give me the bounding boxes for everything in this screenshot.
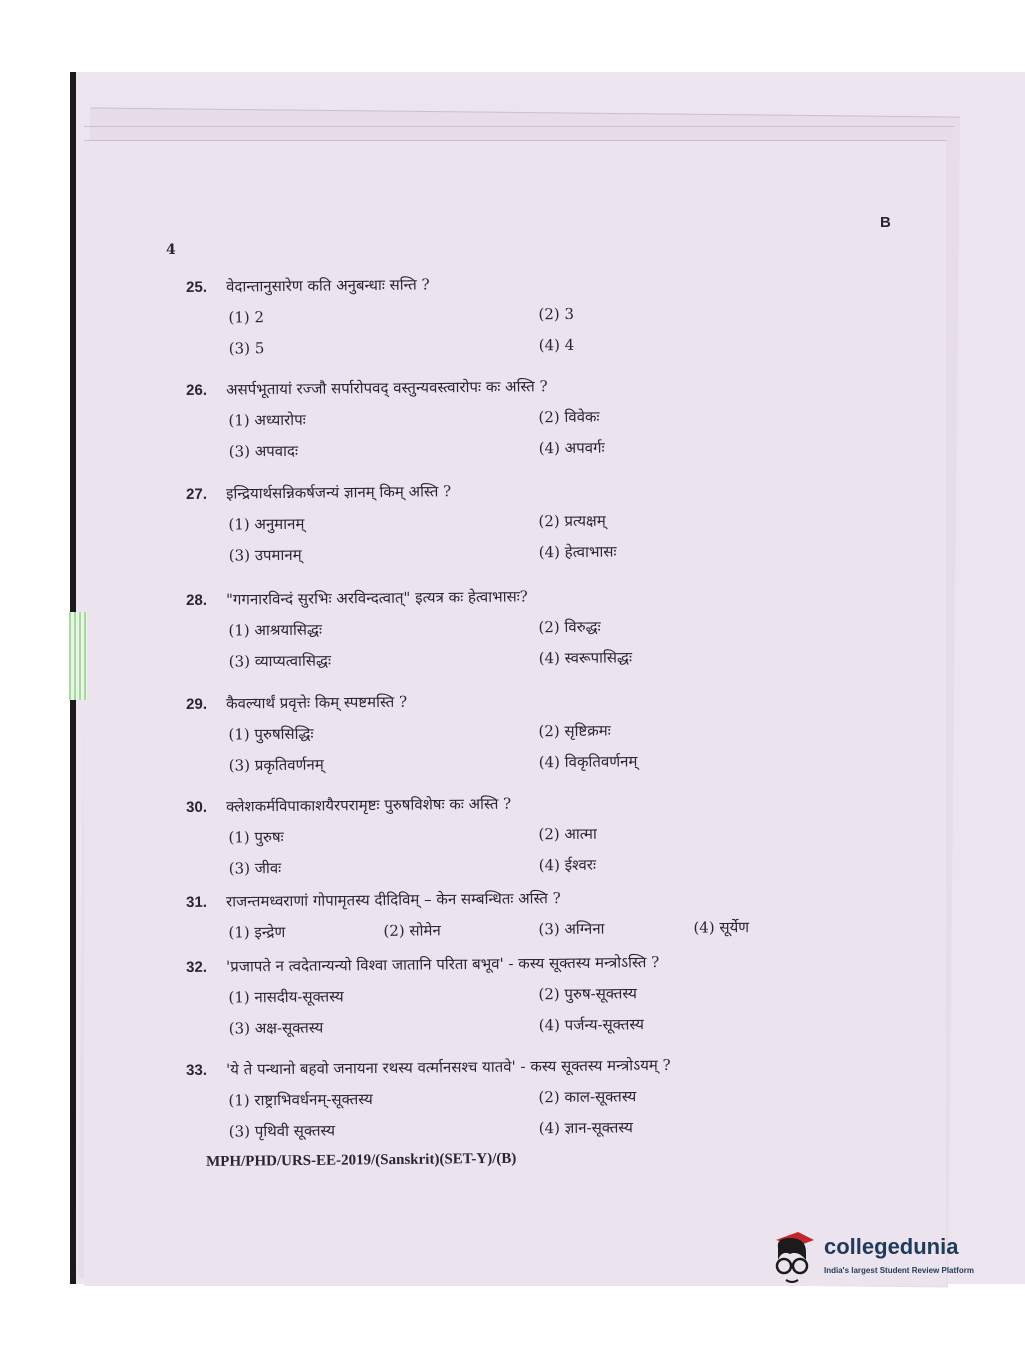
collegedunia-watermark (768, 1226, 998, 1292)
options (228, 508, 886, 566)
option-1: (1) 2 (228, 308, 265, 327)
option-2: (2) आत्मा (538, 824, 597, 844)
option-2: (2) सोमेन (383, 921, 441, 940)
question-text: क्लेशकर्मविपाकाशयैरपरामृष्टः पुरुषविशेषः कः अस्ति ? (226, 794, 512, 816)
option-1: (1) अध्यारोपः (228, 410, 306, 430)
option-3: (3) व्याप्यत्वासिद्धः (228, 651, 332, 671)
options (228, 404, 886, 462)
option-3: (3) जीवः (228, 859, 282, 878)
question-text: "गगनारविन्दं सुरभिः अरविन्दत्वात्" इत्यत्र कः हेत्वाभासः? (226, 587, 528, 609)
option-2: (2) काल-सूक्तस्य (538, 1087, 637, 1107)
option-2: (2) सृष्टिक्रमः (538, 721, 611, 741)
question-number: 31. (186, 893, 208, 911)
question-text: इन्द्रियार्थसन्निकर्षजन्यं ज्ञानम् किम् अस्ति ? (226, 482, 452, 503)
option-3: (3) अपवादः (228, 441, 299, 461)
option-1: (1) पुरुषसिद्धिः (228, 724, 314, 744)
option-3: (3) अग्निना (538, 919, 605, 939)
options (228, 614, 886, 672)
question-31 (186, 885, 886, 943)
option-3: (3) पृथिवी सूक्तस्य (228, 1121, 336, 1141)
option-1: (1) इन्द्रेण (228, 922, 286, 942)
brand-name: collegedunia (824, 1234, 959, 1259)
option-3: (3) 5 (228, 339, 265, 358)
option-2: (2) विरुद्धः (538, 617, 601, 637)
option-1: (1) आश्रयासिद्धः (228, 620, 323, 640)
question-30 (186, 790, 887, 879)
brand-tagline: India's largest Student Review Platform (824, 1266, 974, 1275)
options (228, 821, 886, 879)
page-number: 4 (166, 242, 176, 258)
question-number: 26. (186, 381, 208, 399)
question-number: 28. (186, 591, 208, 609)
option-4: (4) ईश्वरः (538, 855, 597, 875)
question-32 (186, 950, 887, 1039)
option-4: (4) पर्जन्य-सूक्तस्य (538, 1015, 644, 1035)
question-number: 25. (186, 278, 208, 296)
question-number: 29. (186, 695, 208, 713)
question-26 (186, 373, 887, 462)
question-text: 'प्रजापते न त्वदेतान्यन्यो विश्वा जातानि परिता बभूव' - कस्य सूक्तस्य मन्त्रोऽस्ति ? (226, 953, 660, 976)
options (228, 1084, 886, 1142)
options (228, 301, 886, 359)
question-27 (186, 477, 887, 566)
option-4: (4) 4 (538, 335, 575, 355)
question-text: वेदान्तानुसारेण कति अनुबन्धाः सन्ति ? (226, 275, 430, 296)
set-letter: B (880, 214, 891, 231)
question-25 (186, 270, 887, 359)
option-4: (4) स्वरूपासिद्धः (538, 648, 633, 668)
option-2: (2) प्रत्यक्षम् (538, 511, 606, 531)
question-28 (186, 583, 887, 672)
question-text: कैवल्यार्थं प्रवृत्तेः किम् स्पष्टमस्ति ? (226, 692, 408, 713)
question-number: 32. (186, 958, 208, 976)
question-number: 30. (186, 798, 208, 816)
option-1: (1) नासदीय-सूक्तस्य (228, 987, 344, 1007)
option-2: (2) पुरुष-सूक्तस्य (538, 984, 638, 1004)
question-number: 27. (186, 485, 208, 503)
option-2: (2) विवेकः (538, 407, 600, 427)
option-1: (1) राष्ट्राभिवर्धनम्-सूक्तस्य (228, 1090, 373, 1110)
question-text: राजन्तमध्वराणां गोपामृतस्य दीदिविम् – केन सम्बन्धितः अस्ति ? (226, 889, 561, 911)
binding-stripe (69, 612, 87, 700)
option-4: (4) सूर्येण (693, 918, 750, 937)
paper-edge-line (84, 126, 954, 127)
options (228, 981, 886, 1039)
option-3: (3) उपमानम् (228, 545, 302, 565)
option-4: (4) हेत्वाभासः (538, 542, 617, 562)
option-4: (4) अपवर्गः (538, 438, 605, 458)
question-text: 'ये ते पन्थानो बहवो जनायना रथस्य वर्त्मानसश्च यातवे' - कस्य सूक्तस्य मन्त्रोऽयम् ? (226, 1055, 671, 1079)
question-text: असर्पभूतायां रज्जौ सर्पारोपवद् वस्तुन्यवस्त्वारोपः कः अस्ति ? (226, 377, 548, 399)
question-number: 33. (186, 1061, 208, 1079)
option-1: (1) अनुमानम् (228, 514, 305, 534)
mascot-icon (768, 1230, 818, 1286)
option-3: (3) अक्ष-सूक्तस्य (228, 1018, 324, 1038)
option-4: (4) विकृतिवर्णनम् (538, 752, 638, 772)
options (228, 718, 886, 776)
option-2: (2) 3 (538, 304, 575, 324)
option-3: (3) प्रकृतिवर्णनम् (228, 755, 324, 775)
option-4: (4) ज्ञान-सूक्तस्य (538, 1118, 634, 1138)
question-33 (186, 1053, 887, 1142)
option-1: (1) पुरुषः (228, 827, 284, 847)
footer-exam-code: MPH/PHD/URS-EE-2019/(Sanskrit)(SET-Y)/(B) (206, 1150, 517, 1170)
question-29 (186, 687, 887, 776)
